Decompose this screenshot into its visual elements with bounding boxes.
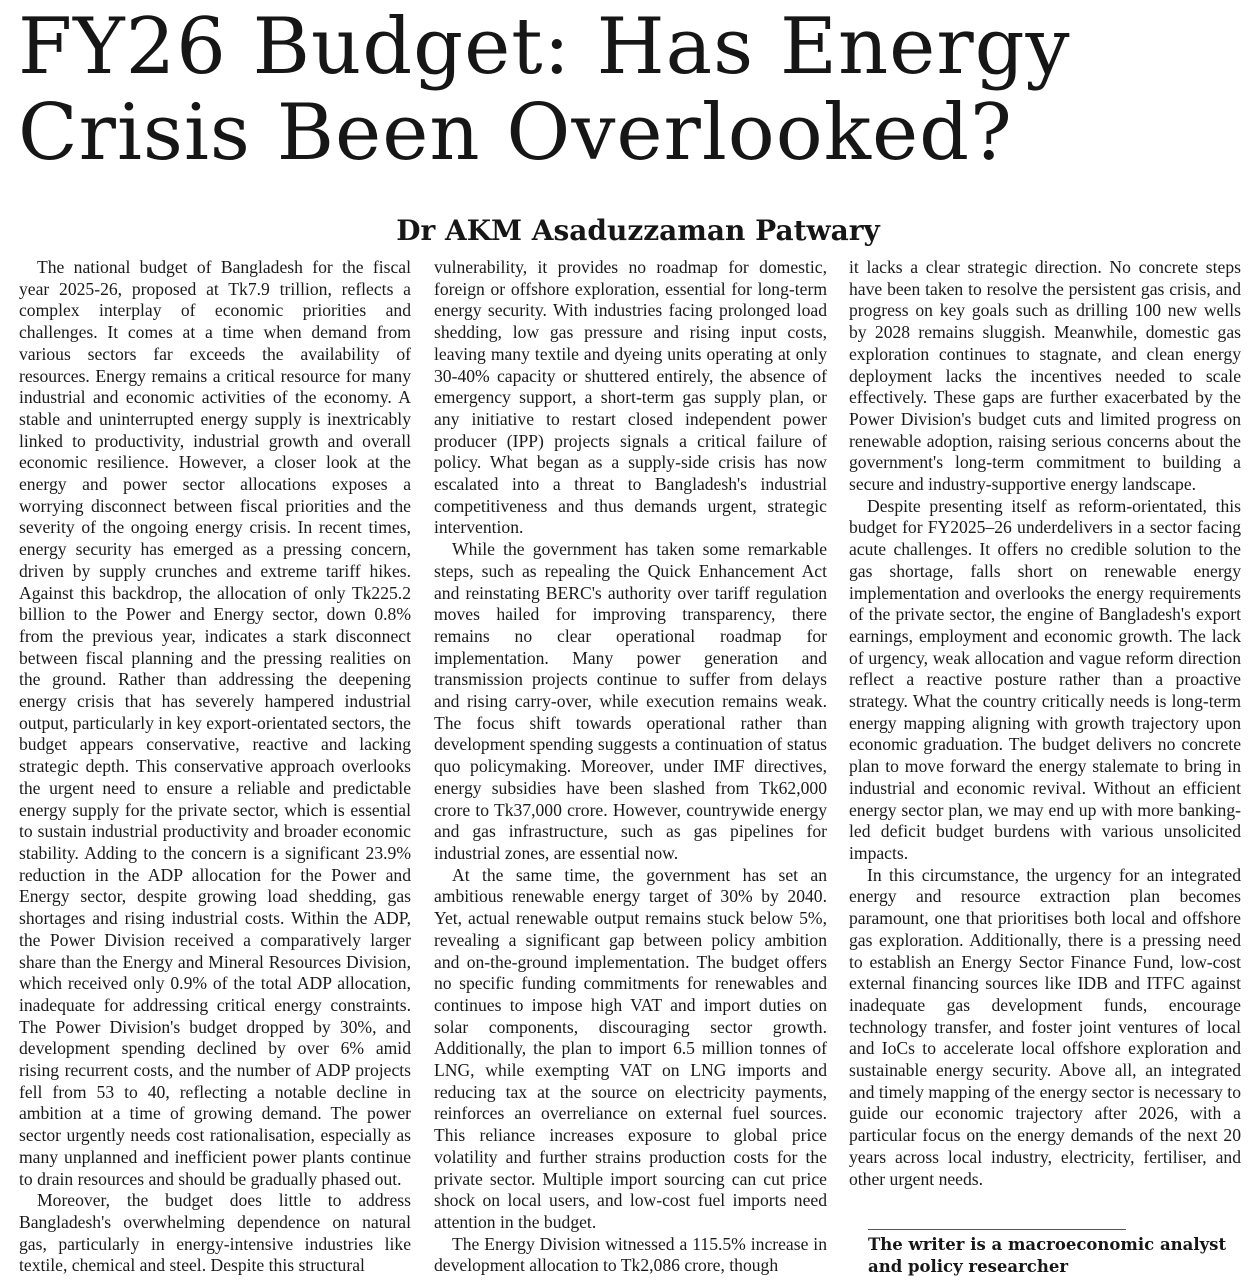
author-note-line-1: The writer is a macroeconomic analyst (868, 1235, 1227, 1254)
article-column-1 (19, 257, 411, 1288)
byline: Dr AKM Asaduzzaman Patwary (396, 214, 880, 247)
headline (18, 4, 1243, 176)
article-paragraph: Moreover, the budget does little to address Bangladesh's overwhelming dependence on natural gas, particularly in energy-intensive industries like textile, chemical and steel. Despite this structural (19, 1190, 411, 1276)
headline-line-2: Crisis Been Overlooked? (18, 88, 1013, 178)
article-paragraph: Despite presenting itself as reform-orientated, this budget for FY2025–26 underdelivers in a sector facing acute challenges. It offers no credible solution to the gas shortage, falls short on renewable energy implementation and overlooks the energy requirements of the private sector, the engine of Bangladesh's export earnings, employment and economic growth. The lack of urgency, weak allocation and vague reform direction reflect a reactive posture rather than a proactive strategy. What the country critically needs is long-term energy mapping aligning with growth trajectory upon economic graduation. The budget delivers no concrete plan to move forward the energy stalemate to bring in industrial and economic revival. Without an efficient energy sector plan, we may end up with more banking-led deficit budget burdens with various unsolicited impacts. (849, 495, 1241, 863)
article-paragraph: The national budget of Bangladesh for the fiscal year 2025-26, proposed at Tk7.9 trillion, reflects a complex interplay of economic priorities and challenges. It comes at a time when demand from various sectors far exceeds the availability of resources. Energy remains a critical resource for many industrial and economic activities of the economy. A stable and uninterrupted energy supply is inextricably linked to productivity, industrial growth and overall economic resilience. However, a closer look at the energy and power sector allocations exposes a worrying disconnect between fiscal priorities and the severity of the ongoing energy crisis. In recent times, energy security has emerged as a pressing concern, driven by supply crunches and extreme tariff hikes. Against this backdrop, the allocation of only Tk225.2 billion to the Power and Energy sector, down 0.8% from the previous year, indicates a stark disconnect between fiscal planning and the pressing realities on the ground. Rather than addressing the deepening energy crisis that has severely hampered industrial output, particularly in key export-orientated sectors, the budget appears conservative, reactive and lacking strategic depth. This conservative approach overlooks the urgent need to ensure a reliable and predictable energy supply for the private sector, which is essential to sustain industrial productivity and broader economic stability. Adding to the concern is a significant 23.9% reduction in the ADP allocation for the Power and Energy sector, despite growing load shedding, gas shortages and rising industrial costs. Within the ADP, the Power Division received a comparatively larger share than the Energy and Mineral Resources Division, which received only 0.9% of the total ADP allocation, inadequate for addressing critical energy constraints. The Power Division's budget dropped by 30%, and development spending declined by over 6% amid rising recurrent costs, and the number of ADP projects fell from 53 to 40, reflecting a notable decline in ambition at a time of growing demand. The power sector urgently needs cost rationalisation, especially as many unplanned and inefficient power plants continue to drain resources and should be gradually phased out. (19, 257, 411, 1189)
article-paragraph: The Energy Division witnessed a 115.5% increase in development allocation to Tk2,086 crore, though (434, 1233, 827, 1276)
author-note-divider (868, 1229, 1126, 1230)
article-column-2 (434, 257, 827, 1288)
article-paragraph: While the government has taken some remarkable steps, such as repealing the Quick Enhancement Act and reinstating BERC's authority over tariff regulation moves hailed for improving transparency, there remains no clear operational roadmap for implementation. Many power generation and transmission projects continue to suffer from delays and rising carry-over, while execution remains weak. The focus shift towards operational rather than development spending suggests a continuation of status quo policymaking. Moreover, under IMF directives, energy subsidies have been slashed from Tk62,000 crore to Tk37,000 crore. However, countrywide energy and gas infrastructure, such as gas pipelines for industrial zones, are essential now. (434, 539, 827, 863)
article-column-3 (849, 257, 1241, 1224)
article-paragraph: In this circumstance, the urgency for an integrated energy and resource extraction plan becomes paramount, one that prioritises both local and offshore gas exploration. Additionally, there is a pressing need to establish an Energy Sector Finance Fund, low-cost external financing sources like IDB and ITFC against inadequate gas development funds, encourage technology transfer, and foster joint ventures of local and IoCs to accelerate local offshore exploration and sustainable energy security. Above all, an integrated and timely mapping of the energy sector is necessary to guide our economic trajectory after 2026, with a particular focus on the energy demands of the next 20 years across local industry, electricity, fertiliser, and other urgent needs. (849, 864, 1241, 1189)
author-note-line-2: and policy researcher (868, 1257, 1069, 1276)
author-note (868, 1234, 1228, 1278)
headline-line-1: FY26 Budget: Has Energy (18, 2, 1071, 92)
article-paragraph: it lacks a clear strategic direction. No concrete steps have been taken to resolve the persistent gas crisis, and progress on key goals such as drilling 100 new wells by 2028 remains sluggish. Meanwhile, domestic gas exploration continues to stagnate, and clean energy deployment lacks the incentives needed to scale effectively. These gaps are further exacerbated by the Power Division's budget cuts and limited progress on renewable adoption, raising serious concerns about the government's long-term commitment to building a secure and industry-supportive energy landscape. (849, 257, 1241, 495)
article-paragraph: At the same time, the government has set an ambitious renewable energy target of 30% by 2040. Yet, actual renewable output remains stuck below 5%, revealing a significant gap between policy ambition and on-the-ground implementation. The budget offers no specific funding commitments for renewables and continues to impose high VAT and import duties on solar components, discouraging sector growth. Additionally, the plan to import 6.5 million tonnes of LNG, while exempting VAT on LNG imports and reducing tax at the source on electricity payments, reinforces an overreliance on external fuel sources. This reliance increases exposure to global price volatility and further strains production costs for the private sector. Multiple import sourcing can cut price shock on local users, and low-cost fuel imports need attention in the budget. (434, 864, 827, 1232)
article-paragraph: vulnerability, it provides no roadmap for domestic, foreign or offshore exploration, essential for long-term energy security. With industries facing prolonged load shedding, low gas pressure and rising input costs, leaving many textile and dyeing units operating at only 30-40% capacity or shuttered entirely, the absence of emergency support, a short-term gas supply plan, or any initiative to restart closed independent power producer (IPP) projects signals a critical failure of policy. What began as a supply-side crisis has now escalated into a threat to Bangladesh's industrial competitiveness and thus demands urgent, strategic intervention. (434, 257, 827, 538)
